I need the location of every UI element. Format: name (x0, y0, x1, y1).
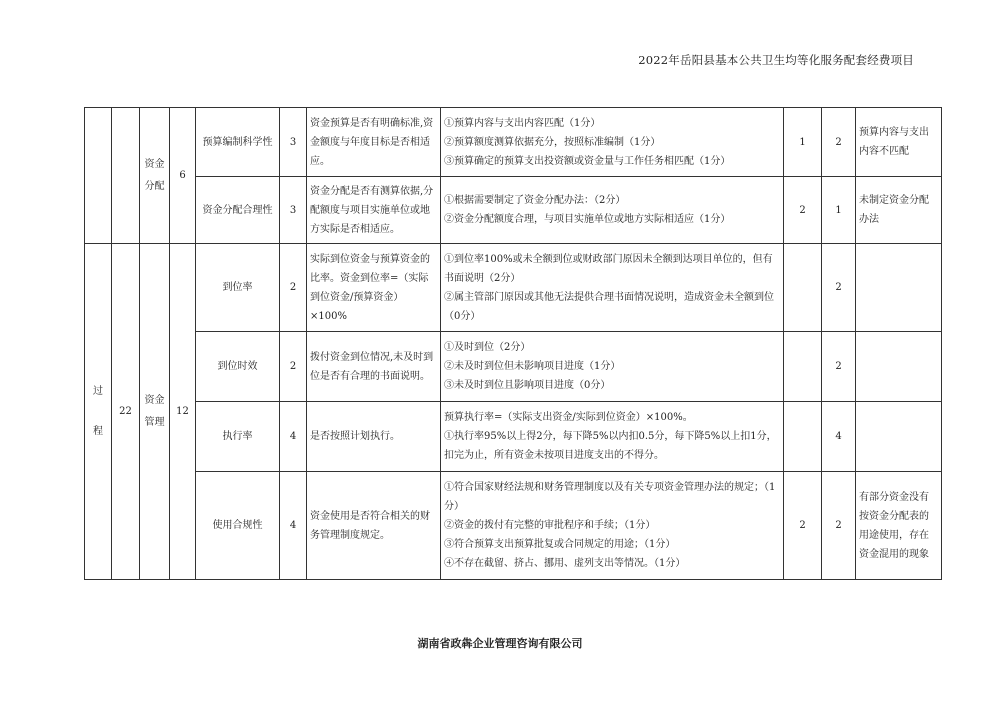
page-header-title: 2022年岳阳县基本公共卫生均等化服务配套经费项目 (638, 53, 914, 67)
evaluation-table (84, 107, 942, 580)
indicator-name: 使用合规性 (196, 472, 280, 580)
category-label-cell: 资金 管理 (140, 244, 170, 580)
scoring-criteria: ①预算内容与支出内容匹配（1分） ②预算额度测算依据充分，按照标准编制（1分） ③预算确定的预算支出投资额或资金量与工作任务相匹配（1分） (441, 108, 784, 177)
table-row (85, 108, 942, 177)
indicator-weight: 3 (280, 108, 307, 177)
indicator-description: 资金预算是否有明确标准,资金额度与年度目标是否相适应。 (307, 108, 441, 177)
indicator-name: 执行率 (196, 402, 280, 472)
indicator-weight: 4 (280, 472, 307, 580)
stage-cell-blank (85, 108, 112, 244)
page-footer-company: 湖南省政犇企业管理咨询有限公司 (417, 637, 583, 650)
score-value: 2 (822, 108, 856, 177)
table-row (85, 472, 942, 580)
indicator-description: 是否按照计划执行。 (307, 402, 441, 472)
indicator-description: 资金使用是否符合相关的财务管理制度规定。 (307, 472, 441, 580)
indicator-weight: 3 (280, 177, 307, 244)
table-row (85, 332, 942, 402)
scoring-criteria: 预算执行率=（实际支出资金/实际到位资金）×100%。 ①执行率95%以上得2分，每下降5%以内扣0.5分，每下降5%以上扣1分，扣完为止，所有资金未按项目进度支出的不得分。 (441, 402, 784, 472)
category-score-cell: 12 (170, 244, 196, 580)
score-value: 2 (822, 332, 856, 402)
table-row (85, 244, 942, 332)
remark-text: 有部分资金没有按资金分配表的用途使用，存在资金混用的现象 (856, 472, 942, 580)
deduction-value: 2 (784, 472, 822, 580)
deduction-value (784, 332, 822, 402)
score-value: 4 (822, 402, 856, 472)
indicator-name: 到位时效 (196, 332, 280, 402)
deduction-value (784, 402, 822, 472)
indicator-description: 拨付资金到位情况,未及时到位是否有合理的书面说明。 (307, 332, 441, 402)
indicator-description: 实际到位资金与预算资金的比率。资金到位率=（实际到位资金/预算资金）×100% (307, 244, 441, 332)
stage-score-cell: 22 (112, 244, 140, 580)
indicator-name: 资金分配合理性 (196, 177, 280, 244)
remark-text (856, 332, 942, 402)
category-score-cell: 6 (170, 108, 196, 244)
score-value: 1 (822, 177, 856, 244)
stage-label-cell: 过 程 (85, 244, 112, 580)
score-value: 2 (822, 244, 856, 332)
indicator-name: 到位率 (196, 244, 280, 332)
scoring-criteria: ①符合国家财经法规和财务管理制度以及有关专项资金管理办法的规定；（1分） ②资金的拨付有完整的审批程序和手续；（1分） ③符合预算支出预算批复或合同规定的用途；（1分） ④不存在截留、挤占、挪用、虚列支出等情况。（1分） (441, 472, 784, 580)
stage-score-cell-blank (112, 108, 140, 244)
remark-text: 预算内容与支出内容不匹配 (856, 108, 942, 177)
remark-text (856, 402, 942, 472)
table-row (85, 402, 942, 472)
scoring-criteria: ①及时到位（2分） ②未及时到位但未影响项目进度（1分） ③未及时到位且影响项目进度（0分） (441, 332, 784, 402)
indicator-name: 预算编制科学性 (196, 108, 280, 177)
scoring-criteria: ①到位率100%或未全额到位或财政部门原因未全额到达项目单位的，但有书面说明（2分） ②属主管部门原因或其他无法提供合理书面情况说明，造成资金未全额到位（0分） (441, 244, 784, 332)
deduction-value (784, 244, 822, 332)
remark-text (856, 244, 942, 332)
remark-text: 未制定资金分配办法 (856, 177, 942, 244)
indicator-weight: 2 (280, 244, 307, 332)
score-value: 2 (822, 472, 856, 580)
indicator-weight: 4 (280, 402, 307, 472)
category-label-cell: 资金 分配 (140, 108, 170, 244)
scoring-criteria: ①根据需要制定了资金分配办法：（2分） ②资金分配额度合理，与项目实施单位或地方实际相适应（1分） (441, 177, 784, 244)
table-row (85, 177, 942, 244)
indicator-description: 资金分配是否有测算依据,分配额度与项目实施单位或地方实际是否相适应。 (307, 177, 441, 244)
deduction-value: 1 (784, 108, 822, 177)
indicator-weight: 2 (280, 332, 307, 402)
deduction-value: 2 (784, 177, 822, 244)
